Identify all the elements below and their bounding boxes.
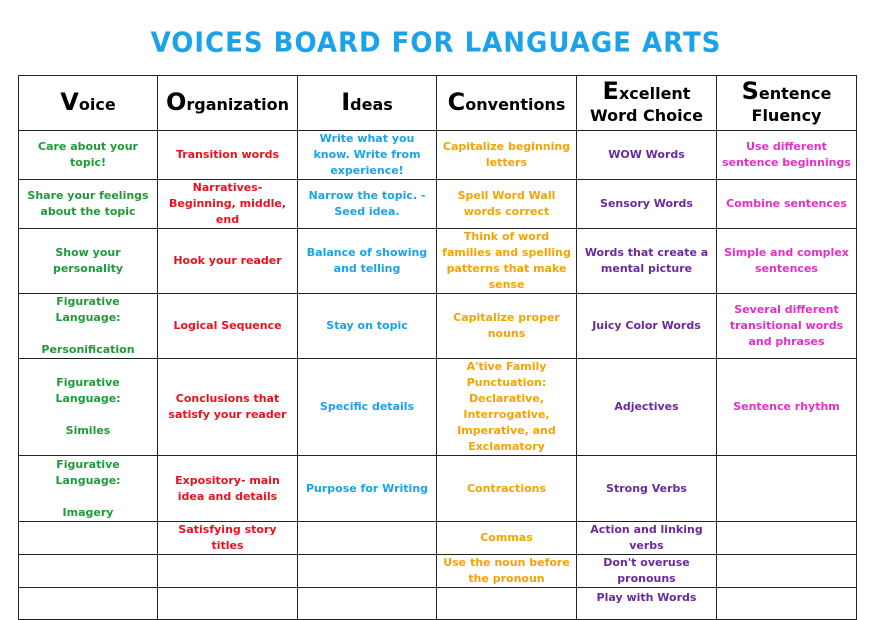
cell-word-choice: Words that create a mental picture bbox=[577, 229, 717, 294]
cell-organization: Hook your reader bbox=[158, 229, 298, 294]
cell-conventions: Commas bbox=[437, 522, 577, 555]
voices-board-table bbox=[18, 75, 857, 620]
cell-sentence-fluency bbox=[717, 456, 857, 522]
cell-sentence-fluency: Combine sentences bbox=[717, 180, 857, 229]
table-row bbox=[19, 522, 857, 555]
page-title: VOICES BOARD FOR LANGUAGE ARTS bbox=[150, 27, 722, 59]
cell-voice: Figurative Language: Similes bbox=[19, 359, 158, 456]
cell-organization: Satisfying story titles bbox=[158, 522, 298, 555]
cell-voice bbox=[19, 522, 158, 555]
cell-sentence-fluency: Use different sentence beginnings bbox=[717, 131, 857, 180]
cell-word-choice: Sensory Words bbox=[577, 180, 717, 229]
cell-word-choice: Don't overuse pronouns bbox=[577, 555, 717, 588]
cell-conventions: Think of word families and spelling patterns that make sense bbox=[437, 229, 577, 294]
cell-ideas bbox=[298, 588, 437, 620]
table-row bbox=[19, 131, 857, 180]
cell-conventions: Spell Word Wall words correct bbox=[437, 180, 577, 229]
cell-organization bbox=[158, 588, 298, 620]
cell-ideas bbox=[298, 522, 437, 555]
header-organization: Organization bbox=[158, 76, 298, 131]
cell-organization: Transition words bbox=[158, 131, 298, 180]
table-row bbox=[19, 180, 857, 229]
header-sentence-fluency: Sentence Fluency bbox=[717, 76, 857, 131]
cell-word-choice: Juicy Color Words bbox=[577, 294, 717, 359]
cell-organization: Narratives- Beginning, middle, end bbox=[158, 180, 298, 229]
header-word-choice: Excellent Word Choice bbox=[577, 76, 717, 131]
cell-voice: Figurative Language: Imagery bbox=[19, 456, 158, 522]
cell-word-choice: Adjectives bbox=[577, 359, 717, 456]
cell-voice: Care about your topic! bbox=[19, 131, 158, 180]
cell-word-choice: Action and linking verbs bbox=[577, 522, 717, 555]
table-row bbox=[19, 229, 857, 294]
cell-sentence-fluency bbox=[717, 588, 857, 620]
cell-ideas bbox=[298, 555, 437, 588]
cell-voice: Show your personality bbox=[19, 229, 158, 294]
cell-word-choice: WOW Words bbox=[577, 131, 717, 180]
cell-conventions bbox=[437, 588, 577, 620]
cell-sentence-fluency: Several different transitional words and phrases bbox=[717, 294, 857, 359]
table-row bbox=[19, 555, 857, 588]
cell-conventions: Capitalize beginning letters bbox=[437, 131, 577, 180]
cell-voice: Figurative Language: Personification bbox=[19, 294, 158, 359]
cell-ideas: Narrow the topic. -Seed idea. bbox=[298, 180, 437, 229]
cell-organization bbox=[158, 555, 298, 588]
cell-conventions: Contractions bbox=[437, 456, 577, 522]
header-voice: Voice bbox=[19, 76, 158, 131]
cell-ideas: Write what you know. Write from experience! bbox=[298, 131, 437, 180]
cell-conventions: Capitalize proper nouns bbox=[437, 294, 577, 359]
cell-word-choice: Play with Words bbox=[577, 588, 717, 620]
cell-ideas: Balance of showing and telling bbox=[298, 229, 437, 294]
cell-sentence-fluency bbox=[717, 522, 857, 555]
cell-ideas: Specific details bbox=[298, 359, 437, 456]
cell-conventions: A'tive Family Punctuation: Declarative, Interrogative, Imperative, and Exclamatory bbox=[437, 359, 577, 456]
cell-voice: Share your feelings about the topic bbox=[19, 180, 158, 229]
cell-sentence-fluency: Sentence rhythm bbox=[717, 359, 857, 456]
cell-sentence-fluency bbox=[717, 555, 857, 588]
header-ideas: Ideas bbox=[298, 76, 437, 131]
cell-ideas: Stay on topic bbox=[298, 294, 437, 359]
cell-ideas: Purpose for Writing bbox=[298, 456, 437, 522]
cell-conventions: Use the noun before the pronoun bbox=[437, 555, 577, 588]
header-row bbox=[19, 76, 857, 131]
header-conventions: Conventions bbox=[437, 76, 577, 131]
cell-organization: Logical Sequence bbox=[158, 294, 298, 359]
table-row bbox=[19, 359, 857, 456]
cell-organization: Conclusions that satisfy your reader bbox=[158, 359, 298, 456]
cell-voice bbox=[19, 555, 158, 588]
cell-word-choice: Strong Verbs bbox=[577, 456, 717, 522]
cell-voice bbox=[19, 588, 158, 620]
cell-sentence-fluency: Simple and complex sentences bbox=[717, 229, 857, 294]
table-row bbox=[19, 294, 857, 359]
table-row bbox=[19, 588, 857, 620]
cell-organization: Expository- main idea and details bbox=[158, 456, 298, 522]
table-row bbox=[19, 456, 857, 522]
